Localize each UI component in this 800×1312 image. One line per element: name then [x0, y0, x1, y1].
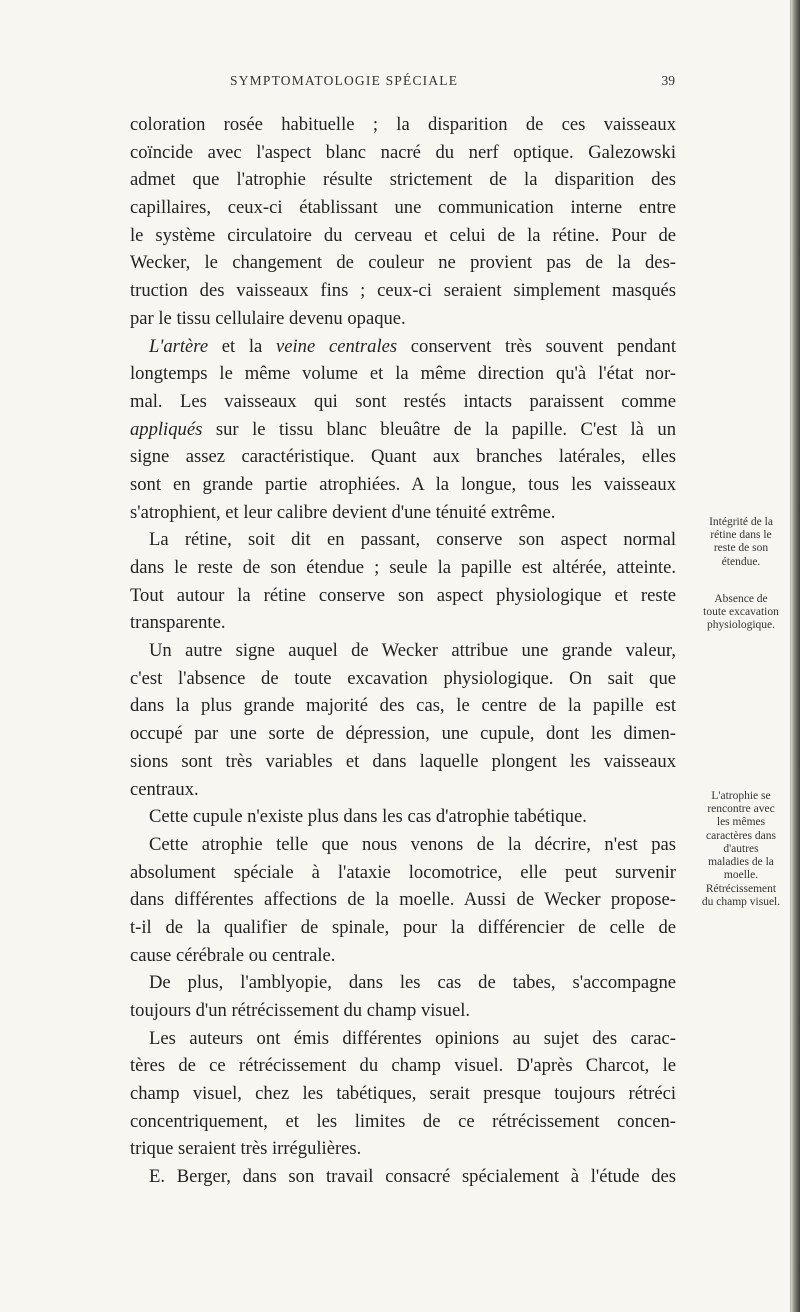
margin-note-line: d'autres [723, 842, 759, 855]
body-line: dans la plus grande majorité des cas, le centre de la papille est [130, 695, 676, 717]
margin-note-line: moelle. [723, 869, 759, 882]
body-line: toujours d'un rétrécissement du champ visuel. [130, 1000, 471, 1021]
body-line: coïncide avec l'aspect blanc nacré du nerf optique. Galezowski [130, 141, 676, 163]
body-line: La rétine, soit dit en passant, conserve son aspect normal [149, 529, 676, 551]
body-line: par le tissu cellulaire devenu opaque. [130, 307, 406, 329]
body-line: s'atrophient, et leur calibre devient d'une ténuité extrême. [130, 501, 556, 523]
body-line: tères de ce rétrécissement du champ visuel. D'après Charcot, le [130, 1055, 676, 1077]
margin-note-atrophie-moelle [692, 790, 790, 882]
body-line: E. Berger, dans son travail consacré spécialement à l'étude des [149, 1166, 676, 1188]
body-line: Cette cupule n'existe plus dans les cas d'atrophie tabétique. [149, 806, 587, 828]
margin-note-line: rétine dans le [710, 529, 772, 542]
margin-note-line: Absence de [714, 593, 768, 605]
margin-note-line: Intégrité de la [709, 516, 773, 528]
body-line: Wecker, le changement de couleur ne provient pas de la des- [130, 252, 676, 274]
body-line: truction des vaisseaux fins ; ceux-ci seraient simplement masqués [130, 280, 676, 302]
body-line: c'est l'absence de toute excavation physiologique. On sait que [130, 667, 676, 689]
body-line: trique seraient très irrégulières. [130, 1138, 362, 1160]
margin-note-integrite [692, 516, 790, 569]
body-line: sions sont très variables et dans laquelle plongent les vaisseaux [130, 750, 676, 772]
body-line: le système circulatoire du cerveau et celui de la rétine. Pour de [130, 224, 676, 246]
body-line: dans le reste de son étendue ; seule la papille est altérée, atteinte. [130, 557, 676, 578]
body-line: absolument spéciale à l'ataxie locomotrice, elle peut survenir [130, 861, 676, 883]
margin-note-absence-excavation [692, 593, 790, 633]
body-line: Un autre signe auquel de Wecker attribue une grande valeur, [149, 640, 676, 662]
body-line: De plus, l'amblyopie, dans les cas de tabes, s'accompagne [149, 972, 676, 994]
margin-note-line: reste de son [713, 542, 769, 555]
body-line: capillaires, ceux-ci établissant une communication interne entre [130, 197, 676, 219]
body-line: sont en grande partie atrophiées. A la longue, tous les vaisseaux [130, 473, 676, 495]
body-text [130, 111, 676, 1191]
body-line: Les auteurs ont émis différentes opinions au sujet des carac- [149, 1027, 676, 1049]
margin-note-line: caractères dans [706, 829, 776, 842]
margin-note-line: physiologique. [706, 619, 776, 632]
body-line: centraux. [130, 778, 199, 800]
body-line: mal. Les vaisseaux qui sont restés intacts paraissent comme [130, 390, 676, 412]
body-line: admet que l'atrophie résulte strictement de la disparition des [130, 169, 676, 191]
body-line: dans différentes affections de la moelle. Aussi de Wecker propose- [130, 889, 676, 911]
body-line: L'artère et la veine centrales conservent très souvent pendant [149, 335, 676, 357]
running-header [130, 73, 675, 97]
body-line: occupé par une sorte de dépression, une cupule, dont les dimen- [130, 723, 676, 745]
margin-note-line: toute excavation [703, 606, 779, 619]
body-line: cause cérébrale ou centrale. [130, 944, 336, 966]
margin-note-retrecissement [692, 883, 790, 909]
body-line: Tout autour la rétine conserve son aspect physiologique et reste [130, 584, 676, 606]
body-line: appliqués sur le tissu blanc bleuâtre de la papille. C'est là un [130, 418, 676, 440]
body-line: Cette atrophie telle que nous venons de la décrire, n'est pas [149, 833, 676, 855]
margin-note-line: maladies de la [708, 856, 774, 869]
body-line: signe assez caractéristique. Quant aux branches latérales, elles [130, 446, 676, 468]
margin-note-line: étendue. [721, 555, 761, 568]
margin-note-line: Rétrécissement [705, 883, 777, 895]
body-line: t-il de la qualifier de spinale, pour la différencier de celle de [130, 916, 676, 938]
body-line: champ visuel, chez les tabétiques, serait presque toujours rétréci [130, 1083, 676, 1105]
body-line: transparente. [130, 612, 226, 634]
page-edge-shadow [791, 0, 800, 1312]
body-line: concentriquement, et les limites de ce rétrécissement concen- [130, 1110, 676, 1132]
margin-note-line: les mêmes [716, 816, 766, 829]
body-line: coloration rosée habituelle ; la disparition de ces vaisseaux [130, 114, 676, 135]
margin-note-line: du champ visuel. [701, 896, 781, 909]
running-title: SYMPTOMATOLOGIE SPÉCIALE [230, 73, 459, 88]
body-line: longtemps le même volume et la même direction qu'à l'état nor- [130, 363, 676, 385]
margin-note-line: L'atrophie se [711, 790, 771, 802]
page-number: 39 [661, 73, 675, 88]
margin-note-line: rencontre avec [707, 803, 775, 816]
